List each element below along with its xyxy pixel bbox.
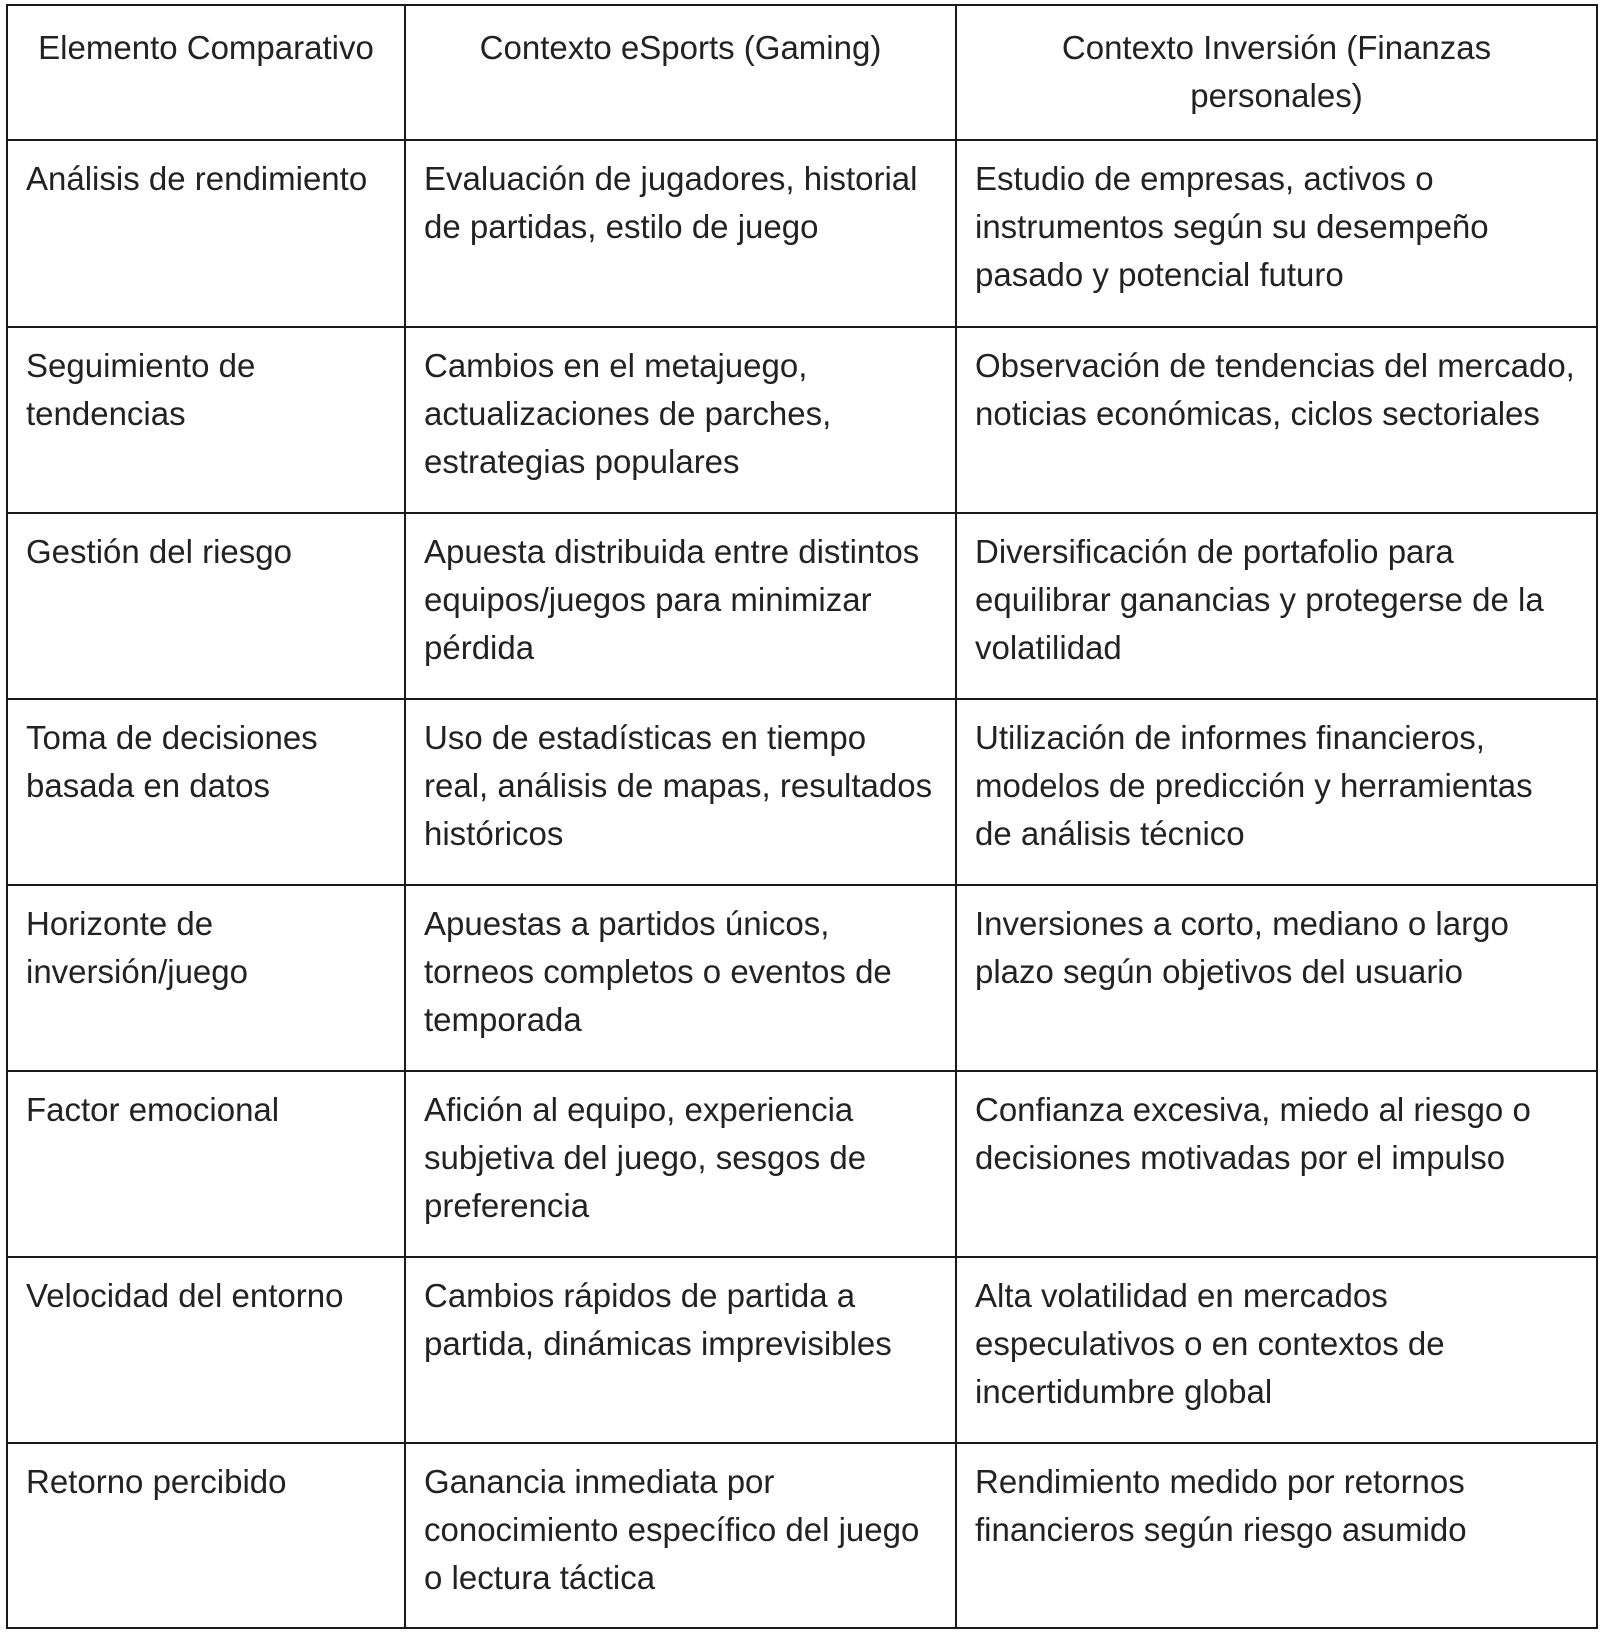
table-row bbox=[7, 1443, 1597, 1628]
cell-investment: Alta volatilidad en mercados especulativos o en contextos de incertidumbre global bbox=[956, 1257, 1597, 1443]
cell-esports: Uso de estadísticas en tiempo real, análisis de mapas, resultados históricos bbox=[405, 699, 956, 885]
cell-element: Análisis de rendimiento bbox=[7, 140, 405, 327]
cell-esports: Afición al equipo, experiencia subjetiva del juego, sesgos de preferencia bbox=[405, 1071, 956, 1257]
cell-esports: Ganancia inmediata por conocimiento específico del juego o lectura táctica bbox=[405, 1443, 956, 1628]
cell-esports: Apuesta distribuida entre distintos equipos/juegos para minimizar pérdida bbox=[405, 513, 956, 699]
cell-investment: Rendimiento medido por retornos financieros según riesgo asumido bbox=[956, 1443, 1597, 1628]
cell-element: Factor emocional bbox=[7, 1071, 405, 1257]
header-element: Elemento Comparativo bbox=[7, 5, 405, 140]
cell-element: Horizonte de inversión/juego bbox=[7, 885, 405, 1071]
table-row bbox=[7, 885, 1597, 1071]
cell-esports: Cambios rápidos de partida a partida, dinámicas imprevisibles bbox=[405, 1257, 956, 1443]
cell-esports: Apuestas a partidos únicos, torneos completos o eventos de temporada bbox=[405, 885, 956, 1071]
cell-element: Velocidad del entorno bbox=[7, 1257, 405, 1443]
cell-investment: Diversificación de portafolio para equilibrar ganancias y protegerse de la volatilidad bbox=[956, 513, 1597, 699]
comparison-table bbox=[6, 4, 1598, 1629]
table-row bbox=[7, 1257, 1597, 1443]
cell-element: Seguimiento de tendencias bbox=[7, 327, 405, 513]
table-row bbox=[7, 327, 1597, 513]
table-header-row bbox=[7, 5, 1597, 140]
table-row bbox=[7, 1071, 1597, 1257]
cell-esports: Evaluación de jugadores, historial de partidas, estilo de juego bbox=[405, 140, 956, 327]
cell-esports: Cambios en el metajuego, actualizaciones de parches, estrategias populares bbox=[405, 327, 956, 513]
cell-element: Toma de decisiones basada en datos bbox=[7, 699, 405, 885]
cell-investment: Observación de tendencias del mercado, noticias económicas, ciclos sectoriales bbox=[956, 327, 1597, 513]
cell-element: Gestión del riesgo bbox=[7, 513, 405, 699]
table-row bbox=[7, 699, 1597, 885]
table-row bbox=[7, 140, 1597, 327]
cell-investment: Utilización de informes financieros, modelos de predicción y herramientas de análisis técnico bbox=[956, 699, 1597, 885]
cell-element: Retorno percibido bbox=[7, 1443, 405, 1628]
comparison-table-container bbox=[6, 4, 1598, 1629]
header-esports: Contexto eSports (Gaming) bbox=[405, 5, 956, 140]
cell-investment: Estudio de empresas, activos o instrumentos según su desempeño pasado y potencial futuro bbox=[956, 140, 1597, 327]
cell-investment: Inversiones a corto, mediano o largo plazo según objetivos del usuario bbox=[956, 885, 1597, 1071]
cell-investment: Confianza excesiva, miedo al riesgo o decisiones motivadas por el impulso bbox=[956, 1071, 1597, 1257]
header-investment: Contexto Inversión (Finanzas personales) bbox=[956, 5, 1597, 140]
table-row bbox=[7, 513, 1597, 699]
